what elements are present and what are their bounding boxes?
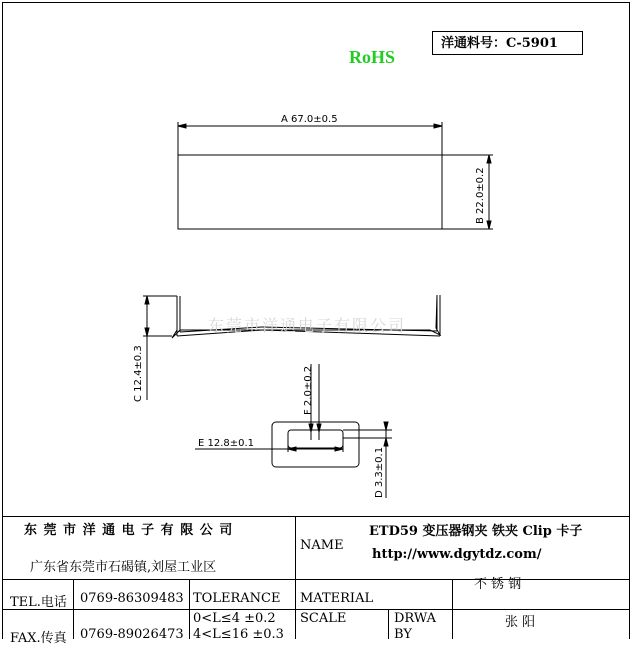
material-value: 不 锈 钢 [474, 577, 522, 592]
side-view [143, 295, 440, 400]
rohs-label: RoHS [349, 47, 396, 67]
dimension-a: A 67.0±0.5 [281, 114, 338, 125]
top-view-outline [178, 155, 442, 229]
fax-value: 0769-89026473 [80, 627, 184, 642]
slot-opening [288, 430, 343, 448]
drawn-by-label: DRWA [394, 611, 437, 626]
fax-label: FAX.传真 [10, 631, 67, 646]
watermark: 东莞市洋通电子有限公司 [208, 316, 407, 335]
slot-detail-view [195, 364, 392, 498]
product-name: ETD59 变压器钢夹 铁夹 Clip 卡子 [369, 524, 583, 539]
tolerance-range-1: 0<L≤4 ±0.2 [193, 611, 276, 626]
scale-label: SCALE [300, 611, 347, 626]
tolerance-range-2: 4<L≤16 ±0.3 [193, 627, 284, 642]
tel-label: TEL.电话 [10, 595, 67, 610]
dimension-d: D 3.3±0.1 [374, 446, 385, 498]
dimension-e: E 12.8±0.1 [198, 438, 255, 449]
tolerance-label: TOLERANCE [193, 591, 281, 606]
dimension-c: C 12.4±0.3 [133, 345, 144, 402]
company-address: 广东省东莞市石碣镇,刘屋工业区 [30, 560, 217, 575]
material-label: MATERIAL [300, 591, 374, 606]
tel-value: 0769-86309483 [80, 591, 184, 606]
top-view [178, 122, 493, 229]
slot-outline [272, 422, 359, 467]
part-number-box: 洋通料号：C-5901 [432, 31, 583, 55]
company-name: 东 莞 市 洋 通 电 子 有 限 公 司 [24, 523, 234, 538]
drawn-by-label-2: BY [394, 627, 412, 642]
dimension-b: B 22.0±0.2 [475, 167, 486, 224]
drawn-by-value: 张 阳 [505, 615, 536, 630]
name-label: NAME [300, 538, 344, 553]
website-url: http://www.dgytdz.com/ [372, 547, 542, 562]
dimension-f: F 2.0±0.2 [303, 365, 314, 415]
